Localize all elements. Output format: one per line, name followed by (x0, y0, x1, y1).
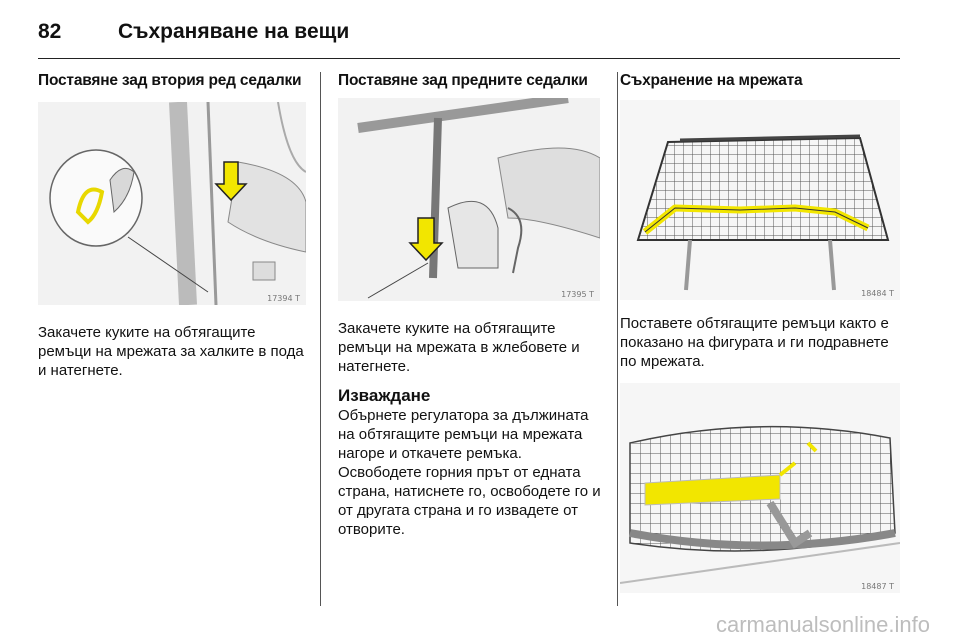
instruction-text: Поставете обтягащите ремъци както е показано на фигурата и ги подравнете по мрежата. (620, 315, 889, 370)
figure-code: 18487 T (861, 582, 894, 591)
illustration-second-row-hook (38, 102, 306, 305)
section-front-seats (338, 72, 608, 606)
illustration-drawing (338, 98, 600, 301)
figure-code: 18484 T (861, 289, 894, 298)
section-storage (620, 72, 902, 606)
illustration-front-seats-hook (338, 98, 600, 301)
illustration-net-storage (620, 100, 900, 300)
column-divider (617, 72, 618, 606)
figure-code: 17394 T (267, 294, 300, 303)
section-heading: Поставяне зад втория ред седалки (38, 72, 302, 89)
instruction-text: Закачете куките на обтягащите ремъци на мрежата за халките в пода и натегнете. (38, 324, 304, 379)
section-second-row (38, 72, 308, 606)
illustration-drawing (38, 102, 306, 305)
watermark: carmanualsonline.info (715, 612, 930, 637)
subsection-heading: Изваждане (338, 386, 431, 405)
instruction-text: Закачете куките на обтягащите ремъци на мрежата в жлебовете и натегнете. (338, 320, 580, 375)
section-heading: Съхранение на мрежата (620, 72, 803, 89)
section-heading: Поставяне зад предните седалки (338, 72, 588, 89)
page-number: 82 (38, 20, 62, 43)
page-header (38, 18, 900, 59)
column-divider (320, 72, 321, 606)
removal-instruction-text: Обърнете регулатора за дължината на обтягащите ремъци на мрежата нагоре и откачете ремъка. Освободете горния прът от едната страна, натиснете го, освободете го и от другата страна и го извадете от отворите. (338, 407, 601, 538)
figure-code: 17395 T (561, 290, 594, 299)
illustration-drawing (620, 383, 900, 593)
illustration-net-rolled (620, 383, 900, 593)
chapter-title: Съхраняване на вещи (118, 20, 350, 43)
illustration-drawing (620, 100, 900, 300)
